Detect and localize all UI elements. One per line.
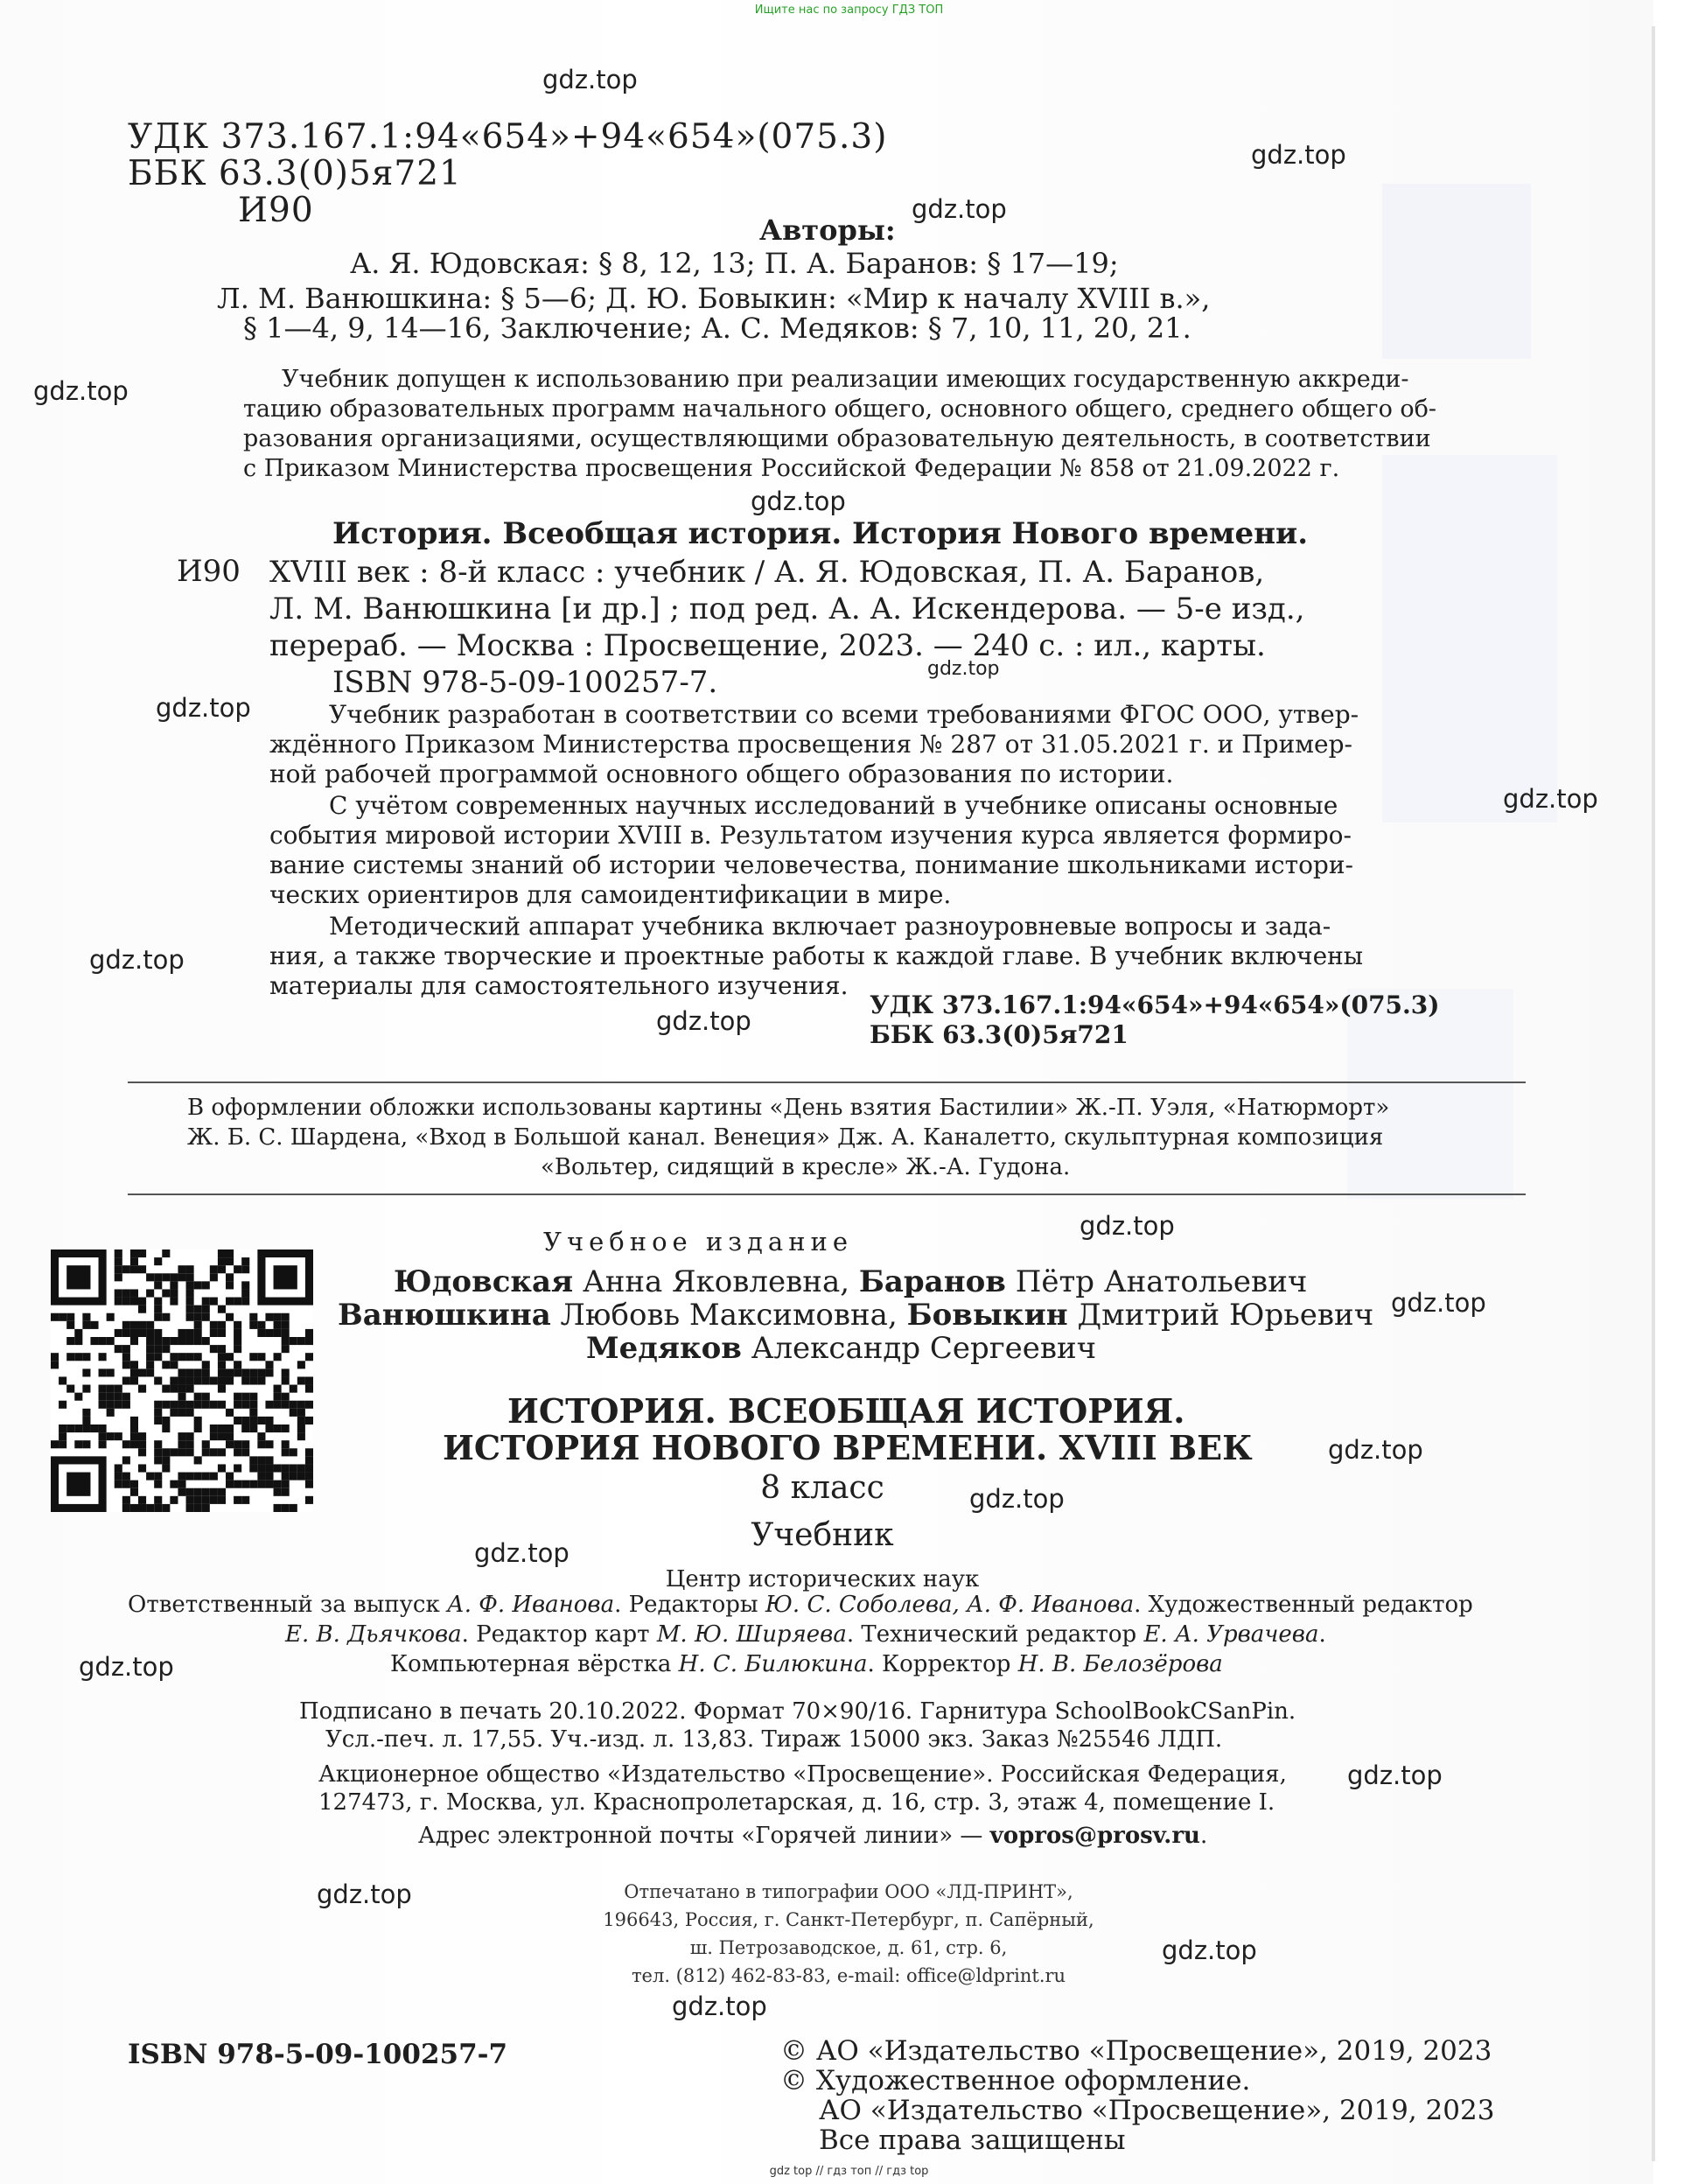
annotation-line: Учебник разработан в соответствии со всеми требованиями ФГОС ООО, утвер- (329, 700, 1359, 729)
staff-role: . Редакторы (614, 1592, 765, 1618)
staff-name: Е. В. Дьячкова (285, 1621, 462, 1648)
publisher-line: Акционерное общество «Издательство «Просвещение». Российская Федерация, (318, 1761, 1287, 1788)
grade: 8 класс (760, 1470, 884, 1506)
cover-note-line: «Вольтер, сидящий в кресле» Ж.-А. Гудона. (541, 1154, 1071, 1180)
staff-name: Ю. С. Соболева, А. Ф. Иванова (765, 1592, 1135, 1618)
watermark: gdz.top (912, 194, 1007, 224)
bottom-banner: gdz top // гдз топ // гдз top (769, 2165, 929, 2178)
author-given-name: Александр Сергеевич (741, 1331, 1097, 1366)
author-given-name: Пётр Анатольевич (1005, 1264, 1308, 1299)
publisher-line: 127473, г. Москва, ул. Краснопролетарская, д. 16, стр. 3, этаж 4, помещение I. (318, 1789, 1275, 1816)
udk-code: УДК 373.167.1:94«654»+94«654»(075.3) (128, 117, 888, 157)
biblio-line: XVIII век : 8-й класс : учебник / А. Я. Юдовская, П. А. Баранов, (269, 555, 1265, 590)
staff-line (285, 1620, 1326, 1649)
watermark: gdz.top (1162, 1936, 1257, 1965)
authors-line: Л. М. Ванюшкина: § 5—6; Д. Ю. Бовыкин: «Мир к началу XVIII в.», (217, 282, 1211, 315)
bbk-index: ББК 63.3(0)5я721 (870, 1020, 1129, 1049)
watermark: gdz.top (656, 1006, 751, 1036)
author-surname: Юдовская (394, 1264, 574, 1299)
biblio-line: Л. М. Ванюшкина [и др.] ; под ред. А. А. Искендерова. — 5-е изд., (269, 592, 1305, 626)
annotation-line: материалы для самостоятельного изучения. (269, 971, 849, 1000)
staff-role: Ответственный за выпуск (128, 1592, 448, 1618)
copyright-line: © Художественное оформление. (780, 2065, 1251, 2096)
staff-role: Компьютерная вёрстка (390, 1651, 679, 1677)
watermark: gdz.top (1251, 140, 1346, 170)
watermark: gdz.top (969, 1484, 1065, 1514)
watermark: gdz.top (79, 1652, 174, 1682)
watermark: gdz.top (1391, 1288, 1486, 1318)
watermark: gdz.top (33, 376, 129, 406)
staff-role: . Редактор карт (461, 1621, 657, 1648)
cover-note-line: В оформлении обложки использованы картины «День взятия Бастилии» Ж.-П. Уэля, «Натюрморт» (187, 1095, 1390, 1121)
top-banner: Ищите нас по запросу ГДЗ ТОП (754, 4, 944, 17)
edition-type: Учебное издание (542, 1227, 854, 1256)
staff-line (390, 1650, 1223, 1679)
author-given-name: Дмитрий Юрьевич (1067, 1298, 1374, 1333)
author-names-line (338, 1298, 1374, 1333)
publishing-center: Центр исторических наук (665, 1566, 980, 1592)
annotation-line: ной рабочей программой основного общего образования по истории. (269, 760, 1174, 788)
copyright-line: Все права защищены (819, 2124, 1126, 2156)
cover-note-line: Ж. Б. С. Шардена, «Вход в Большой канал. Венеция» Дж. А. Каналетто, скульптурная композиция (187, 1124, 1384, 1151)
print-info-line: Усл.-печ. л. 17,55. Уч.-изд. л. 13,83. Тираж 15000 экз. Заказ №25546 ЛДП. (325, 1726, 1223, 1753)
annotation-line: вание системы знаний об истории человечества, понимание школьниками истори- (269, 850, 1353, 879)
printer-line: 196643, Россия, г. Санкт-Петербург, п. Сапёрный, (603, 1909, 1094, 1930)
staff-name: Н. С. Билюкина (678, 1651, 868, 1677)
authors-line: А. Я. Юдовская: § 8, 12, 13; П. А. Баранов: § 17—19; (350, 247, 1119, 280)
staff-name: М. Ю. Ширяева (656, 1621, 847, 1648)
book-title-line: ИСТОРИЯ НОВОГО ВРЕМЕНИ. XVIII ВЕК (443, 1428, 1253, 1467)
printer-line: ш. Петрозаводское, д. 61, стр. 6, (689, 1937, 1008, 1958)
author-surname: Ванюшкина (338, 1298, 551, 1333)
annotation-line: ческих ориентиров для самоидентификации в мире. (269, 880, 952, 909)
udk-index: УДК 373.167.1:94«654»+94«654»(075.3) (870, 990, 1440, 1019)
separator-line (128, 1082, 1526, 1083)
biblio-title-line: История. Всеобщая история. История Нового времени. (332, 516, 1309, 551)
staff-line (128, 1591, 1473, 1620)
author-surname: Медяков (586, 1331, 742, 1366)
authors-line: § 1—4, 9, 14—16, Заключение; А. С. Медяков: § 7, 10, 11, 20, 21. (243, 312, 1191, 345)
annotation-line: ждённого Приказом Министерства просвещения № 287 от 31.05.2021 г. и Пример- (269, 730, 1352, 759)
qr-code[interactable] (51, 1250, 313, 1512)
watermark: gdz.top (317, 1880, 412, 1909)
staff-role: . Технический редактор (846, 1621, 1144, 1648)
hotline-label: Адрес электронной почты «Горячей линии» — (418, 1823, 990, 1849)
author-names-line (394, 1264, 1308, 1299)
annotation-line: Методический аппарат учебника включает разноуровневые вопросы и зада- (329, 912, 1331, 941)
printer-line: тел. (812) 462-83-83, e-mail: office@ldprint.ru (631, 1965, 1066, 1986)
author-sign: И90 (238, 191, 314, 230)
book-title-line: ИСТОРИЯ. ВСЕОБЩАЯ ИСТОРИЯ. (507, 1391, 1185, 1431)
copyright-line: АО «Издательство «Просвещение», 2019, 2023 (819, 2095, 1495, 2126)
hotline-line (418, 1822, 1207, 1851)
hotline-email[interactable]: vopros@prosv.ru (989, 1823, 1200, 1849)
copyright-line: © АО «Издательство «Просвещение», 2019, 2023 (780, 2035, 1492, 2067)
watermark: gdz.top (1347, 1760, 1443, 1790)
printer-line: Отпечатано в типографии ООО «ЛД-ПРИНТ», (624, 1881, 1073, 1902)
author-given-name: Любовь Максимовна, (550, 1298, 907, 1333)
watermark: gdz.top (1328, 1435, 1423, 1465)
approval-line: тацию образовательных программ начального общего, основного общего, среднего общего об- (243, 396, 1437, 423)
right-margin (1655, 0, 1698, 2184)
approval-line: Учебник допущен к использованию при реализации имеющих государственную аккреди- (282, 366, 1409, 393)
approval-line: разования организациями, осуществляющими образовательную деятельность, в соответствии (243, 425, 1431, 452)
annotation-line: С учётом современных научных исследований в учебнике описаны основные (329, 791, 1338, 820)
staff-name: Н. В. Белозёрова (1017, 1651, 1223, 1677)
watermark: gdz.top (927, 658, 1000, 680)
watermark: gdz.top (1080, 1211, 1175, 1241)
author-surname: Баранов (858, 1264, 1006, 1299)
annotation-line: ния, а также творческие и проектные работы к каждой главе. В учебник включены (269, 942, 1364, 970)
biblio-index: И90 (177, 554, 241, 589)
author-names-line (586, 1331, 1097, 1366)
authors-heading: Авторы: (759, 214, 896, 247)
watermark: gdz.top (542, 65, 638, 94)
approval-line: с Приказом Министерства просвещения Российской Федерации № 858 от 21.09.2022 г. (243, 455, 1340, 482)
author-given-name: Анна Яковлевна, (573, 1264, 859, 1299)
watermark: gdz.top (751, 486, 846, 516)
print-info-line: Подписано в печать 20.10.2022. Формат 70×90/16. Гарнитура SchoolBookCSanPin. (299, 1698, 1296, 1725)
watermark: gdz.top (89, 945, 185, 975)
bbk-code: ББК 63.3(0)5я721 (128, 154, 462, 193)
watermark: gdz.top (672, 1992, 767, 2021)
book-type: Учебник (751, 1517, 894, 1553)
annotation-line: события мировой истории XVIII в. Результатом изучения курса является формиро- (269, 821, 1352, 850)
staff-role: . Художественный редактор (1134, 1592, 1473, 1618)
author-surname: Бовыкин (906, 1298, 1068, 1333)
biblio-line: перераб. — Москва : Просвещение, 2023. — 240 с. : ил., карты. (269, 628, 1266, 663)
isbn: ISBN 978-5-09-100257-7 (128, 2039, 508, 2070)
separator-line (128, 1194, 1526, 1195)
staff-role: . Корректор (867, 1651, 1018, 1677)
staff-name: Е. А. Урвачева (1143, 1621, 1319, 1648)
bleed-through-block (1382, 184, 1531, 359)
bleed-through-block (1382, 455, 1557, 822)
staff-name: А. Ф. Иванова (447, 1592, 615, 1618)
watermark: gdz.top (156, 693, 251, 723)
watermark: gdz.top (1503, 784, 1598, 814)
staff-role: . (1318, 1621, 1326, 1648)
hotline-tail: . (1199, 1823, 1208, 1849)
watermark: gdz.top (474, 1538, 569, 1568)
biblio-isbn: ISBN 978-5-09-100257-7. (332, 665, 718, 700)
